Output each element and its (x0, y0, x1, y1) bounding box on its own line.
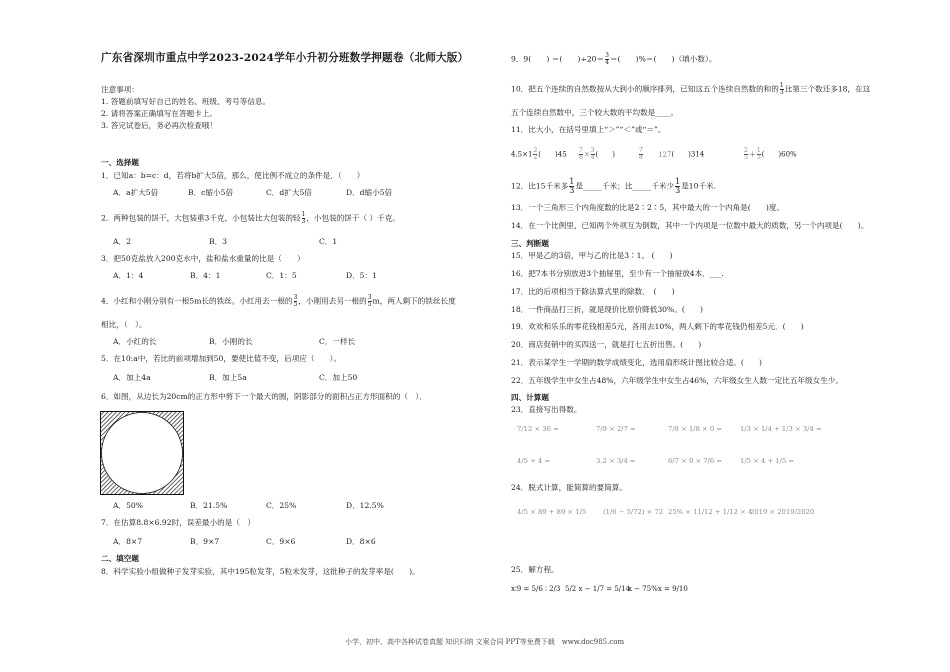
note-line: 1. 答题前填写好自己的姓名、班级、考号等信息。 (101, 97, 271, 106)
option: D．d缩小5倍 (346, 188, 393, 197)
frac-num: 1 (756, 147, 761, 154)
question-8: 8．科学实验小组做种子发芽实验，其中195粒发芽，5粒未发芽，这批种子的发芽率是( )。 (101, 567, 420, 576)
option: B．9×7 (190, 537, 220, 546)
option: D．12.5% (346, 501, 384, 510)
frac-den: 2 (533, 154, 538, 161)
q24-item: 25% × 11/12 + 1/12 × 4 (668, 508, 753, 516)
question-7: 7．在估算8.8×6.92时，误差最小的是（ ） (101, 518, 256, 527)
q9-text-a: 9．9( ) ＝( )÷20＝ (511, 54, 605, 64)
question-4-cont: 相比，（ ）。 (101, 320, 147, 329)
q4-text-b: ，小刚用去另一根的 (298, 296, 367, 306)
question-6: 6．如图，从边长为20cm的正方形中剪下一个最大的圆，阴影部分的面积占正方形面积的（ ）． (101, 392, 427, 401)
frac-den: 5 (756, 154, 761, 161)
q23-item: 6/7 × 9 × 7/6 = (668, 457, 723, 465)
section-heading-choice: 一、选择题 (101, 158, 139, 167)
expr: 12 (658, 150, 667, 159)
question-9 (511, 53, 716, 66)
page-title: 广东省深圳市重点中学2023-2024学年小升初分班数学押题卷（北师大版） (101, 52, 469, 64)
frac-den: 3 (301, 218, 306, 225)
q11-item-1 (511, 148, 567, 161)
expr: ( )314 (671, 150, 705, 159)
q10-text-b: 比第三个数还多18，在这 (784, 84, 871, 94)
note-line: 3. 答完试卷后，务必再次检查哦！ (101, 121, 217, 130)
fraction (780, 83, 784, 96)
frac-den: 3 (779, 89, 784, 96)
fraction (591, 148, 595, 161)
frac-num: 3 (590, 147, 595, 154)
question-22: 22．五年级学生中女生占48%，六年级学生中女生占46%，六年级女生人数一定比五年级女生少。 (511, 376, 843, 385)
q25-item: x − 75%x = 9/10 (628, 585, 688, 593)
q11-item-4 (743, 148, 797, 161)
fraction (675, 178, 680, 195)
square-circle-figure (100, 411, 184, 495)
question-1: 1．已知a：b=c：d，若将b扩大5倍，那么，使比例不成立的条件是．（ ） (101, 171, 365, 180)
q24-item: 4/5 × 89 + 89 × 1/5 (517, 508, 587, 516)
q11-item-2 (578, 148, 615, 161)
option: C．d扩大5倍 (266, 188, 312, 197)
fraction (569, 178, 574, 195)
frac-den: 4 (605, 59, 609, 66)
q23-item: 7/8 × 1/8 × 0 = (668, 425, 723, 433)
expr: 7 (666, 150, 672, 159)
frac-den: 5 (744, 154, 748, 161)
option: D．8×6 (346, 537, 376, 546)
fraction (605, 53, 609, 66)
option: B．小刚的长 (209, 337, 253, 346)
q23-item: 7/9 × 2/7 = (596, 425, 636, 433)
fraction (579, 148, 583, 161)
expr: ( ) (595, 150, 615, 159)
q4-text-a: 4．小红和小刚分别有一根5m长的铁丝。小红用去一根的 (101, 296, 293, 306)
question-11: 11．比大小，在括号里填上“＞”“＜”或“＝”。 (511, 125, 666, 134)
q12-text-c: 是10千米. (681, 181, 717, 191)
option: A．50% (113, 501, 143, 510)
fraction (639, 148, 643, 161)
frac-num: 3 (293, 294, 298, 301)
q2-text-b: ，小包装的饼干（ ）千克。 (306, 213, 400, 223)
frac-den: 8 (639, 154, 643, 161)
q9-text-b: ＝( )%＝( )（填小数）。 (609, 54, 717, 64)
option: D．5：1 (346, 271, 377, 280)
frac-num: 2 (533, 147, 538, 154)
page-footer: 小学、初中、高中各种试卷真题 知识归纳 文案合同 PPT等免费下载 www.doc985.com (345, 638, 625, 646)
question-16: 16．把7本书分别放进3个抽屉里，至少有一个抽屉放4本．___. (511, 269, 724, 278)
expr: × (583, 150, 590, 159)
frac-num: 7 (579, 147, 583, 154)
option: B．3 (209, 237, 228, 246)
fraction (744, 148, 748, 161)
section-heading-calc: 四、计算题 (511, 393, 549, 402)
option: B．4：1 (190, 271, 221, 280)
question-10 (511, 83, 870, 96)
frac-den: 8 (579, 154, 583, 161)
question-25: 25．解方程。 (511, 565, 559, 574)
frac-num: 1 (675, 177, 681, 186)
q25-item: 5/2 x − 1/7 = 5/14 (565, 585, 631, 593)
q23-item: 4/5 + 4 = (517, 457, 551, 465)
frac-num: 3 (605, 52, 609, 59)
q2-text-a: 2．两种包装的饼干，大包装重3千克，小包装比大包装的轻 (101, 213, 301, 223)
question-18: 18．一件商品打三折，就是现价比原价降低30%。( ) (511, 305, 703, 314)
option: A．a扩大5倍 (113, 188, 159, 197)
fraction (533, 148, 537, 161)
question-2 (101, 212, 400, 225)
notes-heading: 注意事项： (101, 85, 139, 94)
question-13: 13．一个三角形三个内角度数的比是2∶2∶5，其中最大的一个内角是( )度。 (511, 203, 785, 212)
fraction (368, 295, 372, 308)
frac-den: 3 (569, 186, 575, 195)
frac-num: 7 (639, 147, 643, 154)
question-24: 24．脱式计算，能简算的要简算。 (511, 483, 627, 492)
option: C．9×6 (266, 537, 296, 546)
frac-den: 4 (590, 154, 595, 161)
frac-den: 5 (367, 301, 372, 308)
expr: 4.5×1 (511, 150, 533, 159)
frac-num: 3 (367, 294, 372, 301)
q4-text-c: m，两人剩下的铁丝长度 (372, 296, 456, 306)
question-23: 23．直接写出得数。 (511, 405, 582, 414)
frac-num: 1 (569, 177, 575, 186)
option: C．一样长 (319, 337, 356, 346)
section-heading-judge: 三、判断题 (511, 239, 549, 248)
option: A．小红的长 (113, 337, 157, 346)
q24-item: 2019 × 2019/2020 (750, 508, 815, 516)
option: A．8×7 (113, 537, 143, 546)
frac-num: 1 (779, 82, 784, 89)
fraction (302, 212, 306, 225)
question-14: 14．在一个比例里，已知两个外项互为倒数，其中一个内项是一位数中最大的质数，另一个内项是( )。 (511, 221, 869, 230)
expr: ＋ (748, 150, 756, 159)
fraction (294, 295, 298, 308)
q11-item-3 (638, 148, 704, 161)
question-21: 21．表示某学生一学期的数学成绩变化，选用扇形统计图比较合适。( ) (511, 358, 762, 367)
q12-text-b: 是_____千米；比_____千米少 (575, 181, 675, 191)
question-12 (511, 178, 716, 195)
frac-num: 1 (301, 211, 306, 218)
fraction (757, 148, 761, 161)
note-line: 2. 请将答案正确填写在答题卡上。 (101, 109, 217, 118)
option: B．21.5% (190, 501, 228, 510)
section-heading-fill: 二、填空题 (101, 554, 139, 563)
q23-item: 7/12 × 36 = (517, 425, 559, 433)
q23-item: 1/3 × 1/4 + 1/3 × 3/4 = (740, 425, 822, 433)
option: C．1：5 (266, 271, 297, 280)
option: C．加上50 (319, 373, 358, 382)
option: C．25% (266, 501, 297, 510)
option: A．2 (113, 237, 131, 246)
option: C．1 (319, 237, 338, 246)
question-4 (101, 295, 456, 308)
inscribed-circle (102, 413, 183, 494)
question-3: 3．把50克盐放入200克水中，盐和盐水重量的比是（ ） (101, 254, 305, 263)
expr: ( )45 (538, 150, 567, 159)
q25-item: x∶9 = 5/6 ∶ 2/3 (511, 585, 561, 593)
frac-den: 5 (293, 301, 298, 308)
q23-item: 3.2 × 3/4 = (596, 457, 636, 465)
option: A．加上4a (113, 373, 151, 382)
question-20: 20．商店促销中的买四送一，就是打七五折出售。( ) (511, 340, 702, 349)
option: A．1：4 (113, 271, 144, 280)
q23-item: 1/5 × 4 + 1/5 = (740, 457, 795, 465)
option: B．加上5a (209, 373, 247, 382)
q10-text-a: 10．把五个连续的自然数按从大到小的顺序排列，已知这五个连续自然数的和的 (511, 84, 779, 94)
q12-text-a: 12．比15千米多 (511, 181, 569, 191)
question-15: 15．甲是乙的3倍，甲与乙的比是3∶1。 ( ) (511, 251, 673, 260)
frac-num: 2 (744, 147, 748, 154)
question-19: 19．欢欢和乐乐的零花钱相差5元，各用去10%，两人剩下的零花钱仍相差5元．( ) (511, 322, 804, 331)
expr: ( )60% (761, 150, 797, 159)
option: B．c缩小5倍 (188, 188, 234, 197)
question-5: 5．在10:a中，若比的前项增加到50，要使比值不变，后项应（ ）。 (101, 354, 342, 363)
question-17: 17．比的后项相当于除法算式里的除数． ( ) (511, 287, 675, 296)
frac-den: 3 (675, 186, 681, 195)
q24-item: (1/6 − 5/72) × 72 (603, 508, 664, 516)
question-10-cont: 五个连续自然数中，三个较大数的平均数是____。 (511, 108, 679, 117)
